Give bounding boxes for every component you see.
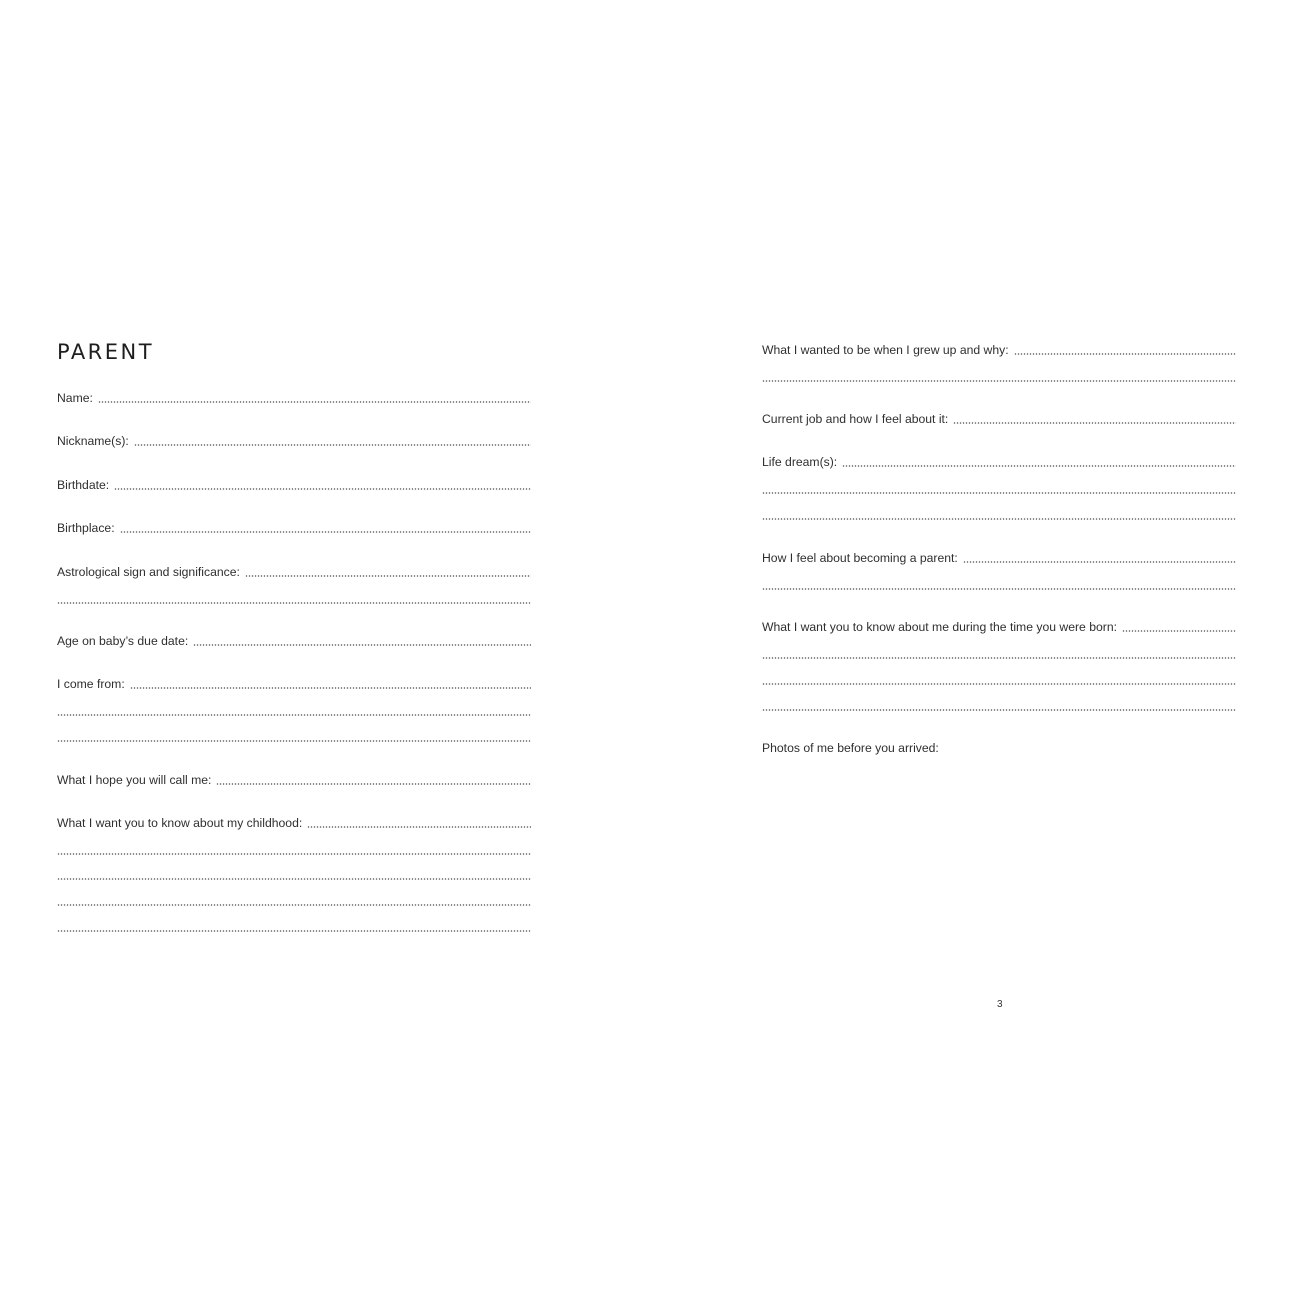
come-from-extra-line-1[interactable] [57, 704, 531, 718]
call-me-field[interactable] [57, 773, 531, 787]
call-me-label: What I hope you will call me: [57, 773, 212, 787]
birthdate-label: Birthdate: [57, 478, 110, 492]
life-dreams-label: Life dream(s): [762, 455, 838, 469]
time-born-extra-line-3[interactable] [762, 699, 1236, 713]
name-field[interactable] [57, 391, 531, 405]
time-born-fill-line-3[interactable] [762, 683, 1236, 685]
astrological-extra-line[interactable] [57, 592, 531, 606]
becoming-parent-extra-line[interactable] [762, 578, 1236, 592]
come-from-label: I come from: [57, 677, 125, 691]
childhood-extra-line-3[interactable] [57, 894, 531, 908]
grew-up-field[interactable] [762, 343, 1236, 357]
astrological-label: Astrological sign and significance: [57, 565, 240, 579]
life-dreams-extra-line-2[interactable] [762, 508, 1236, 522]
time-born-field[interactable] [762, 620, 1236, 634]
current-job-fill-line[interactable] [953, 422, 1236, 424]
grew-up-fill-line-2[interactable] [762, 380, 1236, 382]
time-born-label: What I want you to know about me during the time you were born: [762, 620, 1117, 634]
nickname-fill-line[interactable] [134, 444, 531, 446]
childhood-extra-line-1[interactable] [57, 843, 531, 857]
come-from-fill-line-3[interactable] [57, 740, 531, 742]
childhood-fill-line[interactable] [307, 826, 531, 828]
grew-up-fill-line[interactable] [1014, 353, 1236, 355]
astrological-fill-line-2[interactable] [57, 602, 531, 604]
photos-label: Photos of me before you arrived: [762, 741, 939, 755]
grew-up-label: What I wanted to be when I grew up and why: [762, 343, 1009, 357]
time-born-extra-line-2[interactable] [762, 673, 1236, 687]
grew-up-extra-line[interactable] [762, 370, 1236, 384]
childhood-extra-line-2[interactable] [57, 868, 531, 882]
becoming-parent-label: How I feel about becoming a parent: [762, 551, 958, 565]
life-dreams-extra-line-1[interactable] [762, 482, 1236, 496]
time-born-fill-line-4[interactable] [762, 709, 1236, 711]
time-born-fill-line[interactable] [1122, 630, 1236, 632]
time-born-fill-line-2[interactable] [762, 657, 1236, 659]
childhood-fill-line-3[interactable] [57, 878, 531, 880]
nickname-label: Nickname(s): [57, 434, 129, 448]
time-born-extra-line-1[interactable] [762, 647, 1236, 661]
age-due-date-fill-line[interactable] [193, 644, 531, 646]
life-dreams-fill-line[interactable] [842, 465, 1236, 467]
birthdate-fill-line[interactable] [114, 488, 531, 490]
birthplace-label: Birthplace: [57, 521, 115, 535]
name-label: Name: [57, 391, 93, 405]
page-title: PARENT [57, 340, 155, 364]
life-dreams-fill-line-3[interactable] [762, 518, 1236, 520]
astrological-field[interactable] [57, 565, 531, 579]
call-me-fill-line[interactable] [216, 783, 531, 785]
childhood-fill-line-4[interactable] [57, 904, 531, 906]
childhood-label: What I want you to know about my childhood: [57, 816, 303, 830]
birthplace-field[interactable] [57, 521, 531, 535]
page-number: 3 [997, 999, 1003, 1010]
come-from-extra-line-2[interactable] [57, 730, 531, 744]
childhood-fill-line-2[interactable] [57, 853, 531, 855]
come-from-fill-line[interactable] [130, 687, 531, 689]
astrological-fill-line[interactable] [245, 575, 531, 577]
age-due-date-label: Age on baby’s due date: [57, 634, 189, 648]
becoming-parent-fill-line-2[interactable] [762, 588, 1236, 590]
name-fill-line[interactable] [98, 401, 531, 403]
becoming-parent-field[interactable] [762, 551, 1236, 565]
come-from-field[interactable] [57, 677, 531, 691]
childhood-field[interactable] [57, 816, 531, 830]
life-dreams-fill-line-2[interactable] [762, 492, 1236, 494]
current-job-field[interactable] [762, 412, 1236, 426]
current-job-label: Current job and how I feel about it: [762, 412, 949, 426]
childhood-extra-line-4[interactable] [57, 920, 531, 934]
birthdate-field[interactable] [57, 478, 531, 492]
becoming-parent-fill-line[interactable] [963, 561, 1236, 563]
birthplace-fill-line[interactable] [120, 531, 531, 533]
age-due-date-field[interactable] [57, 634, 531, 648]
life-dreams-field[interactable] [762, 455, 1236, 469]
come-from-fill-line-2[interactable] [57, 714, 531, 716]
childhood-fill-line-5[interactable] [57, 930, 531, 932]
nickname-field[interactable] [57, 434, 531, 448]
